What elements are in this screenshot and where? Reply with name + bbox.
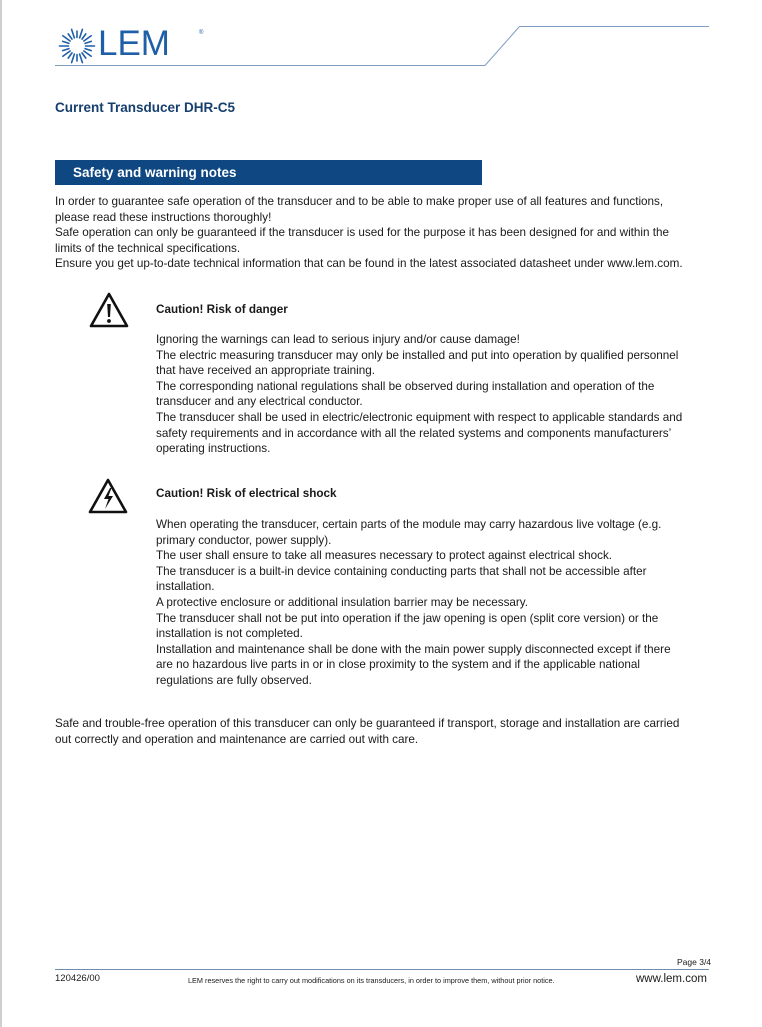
closing-line: Safe and trouble-free operation of this transducer can only be guaranteed if transport, storage and installation are carried bbox=[55, 717, 680, 730]
section-title: Safety and warning notes bbox=[73, 165, 237, 180]
intro-line: Safe operation can only be guaranteed if the transducer is used for the purpose it has been designed for and within the bbox=[55, 226, 670, 240]
caution-line: The transducer shall not be put into operation if the jaw opening is open (split core version) or the bbox=[156, 611, 659, 625]
caution-line: safety requirements and in accordance with all the related systems and components manufacturers’ bbox=[156, 426, 672, 440]
caution-danger-title: Caution! Risk of danger bbox=[156, 303, 288, 316]
document-code: 120426/00 bbox=[55, 973, 100, 984]
caution-line: transducer and any electrical conductor. bbox=[156, 395, 363, 409]
warning-triangle-lightning-icon bbox=[88, 478, 128, 514]
page-number: Page 3/4 bbox=[677, 957, 712, 967]
intro-line: Ensure you get up-to-date technical information that can be found in the latest associated datasheet under www.lem.com. bbox=[55, 257, 683, 271]
footer-website-link[interactable]: www.lem.com bbox=[636, 973, 707, 985]
sun-rays-icon bbox=[58, 27, 96, 65]
caution-shock-text bbox=[156, 517, 696, 689]
caution-line: Installation and maintenance shall be done with the main power supply disconnected except if there bbox=[156, 642, 671, 656]
document-title: Current Transducer DHR-C5 bbox=[55, 100, 236, 115]
caution-line: Ignoring the warnings can lead to serious injury and/or cause damage! bbox=[156, 333, 520, 346]
footer-disclaimer: LEM reserves the right to carry out modifications on its transducers, in order to improve them, without prior notice. bbox=[188, 976, 555, 985]
caution-line: that have received an appropriate training. bbox=[156, 364, 375, 378]
warning-triangle-exclamation-icon bbox=[89, 292, 129, 328]
intro-line: In order to guarantee safe operation of the transducer and to be able to make proper use of all features and functions, bbox=[55, 195, 664, 208]
intro-paragraph bbox=[55, 194, 695, 272]
caution-line: The electric measuring transducer may only be installed and put into operation by qualified personnel bbox=[156, 348, 679, 362]
logo-wordmark: LEM bbox=[98, 24, 170, 63]
caution-line: installation is not completed. bbox=[156, 627, 303, 641]
caution-line: primary conductor, power supply). bbox=[156, 533, 332, 547]
caution-line: The transducer shall be used in electric/electronic equipment with respect to applicable standards and bbox=[156, 410, 683, 424]
caution-line: When operating the transducer, certain parts of the module may carry hazardous live voltage (e.g. bbox=[156, 518, 662, 531]
lem-logo bbox=[58, 24, 208, 63]
intro-line: please read these instructions thoroughly! bbox=[55, 210, 272, 224]
caution-shock-title: Caution! Risk of electrical shock bbox=[156, 487, 337, 500]
caution-line: The transducer is a built-in device containing conducting parts that shall not be accessible after bbox=[156, 564, 647, 578]
caution-line: regulations are fully observed. bbox=[156, 673, 312, 687]
registered-mark: ® bbox=[199, 30, 204, 36]
caution-line: The corresponding national regulations shall be observed during installation and operation of the bbox=[156, 379, 655, 393]
footer-rule bbox=[55, 969, 709, 970]
closing-paragraph bbox=[55, 716, 695, 747]
caution-line: The user shall ensure to take all measures necessary to protect against electrical shock. bbox=[156, 549, 613, 563]
caution-line: A protective enclosure or additional insulation barrier may be necessary. bbox=[156, 595, 529, 609]
intro-line: limits of the technical specifications. bbox=[55, 241, 241, 255]
caution-danger-text bbox=[156, 332, 696, 457]
page-edge bbox=[0, 0, 2, 1027]
closing-line: out correctly and operation and maintenance are carried out with care. bbox=[55, 732, 419, 746]
caution-line: operating instructions. bbox=[156, 442, 271, 456]
section-header-bar bbox=[55, 160, 482, 185]
caution-line: are no hazardous live parts in or in close proximity to the system and if the applicable national bbox=[156, 658, 640, 672]
caution-line: installation. bbox=[156, 580, 215, 594]
